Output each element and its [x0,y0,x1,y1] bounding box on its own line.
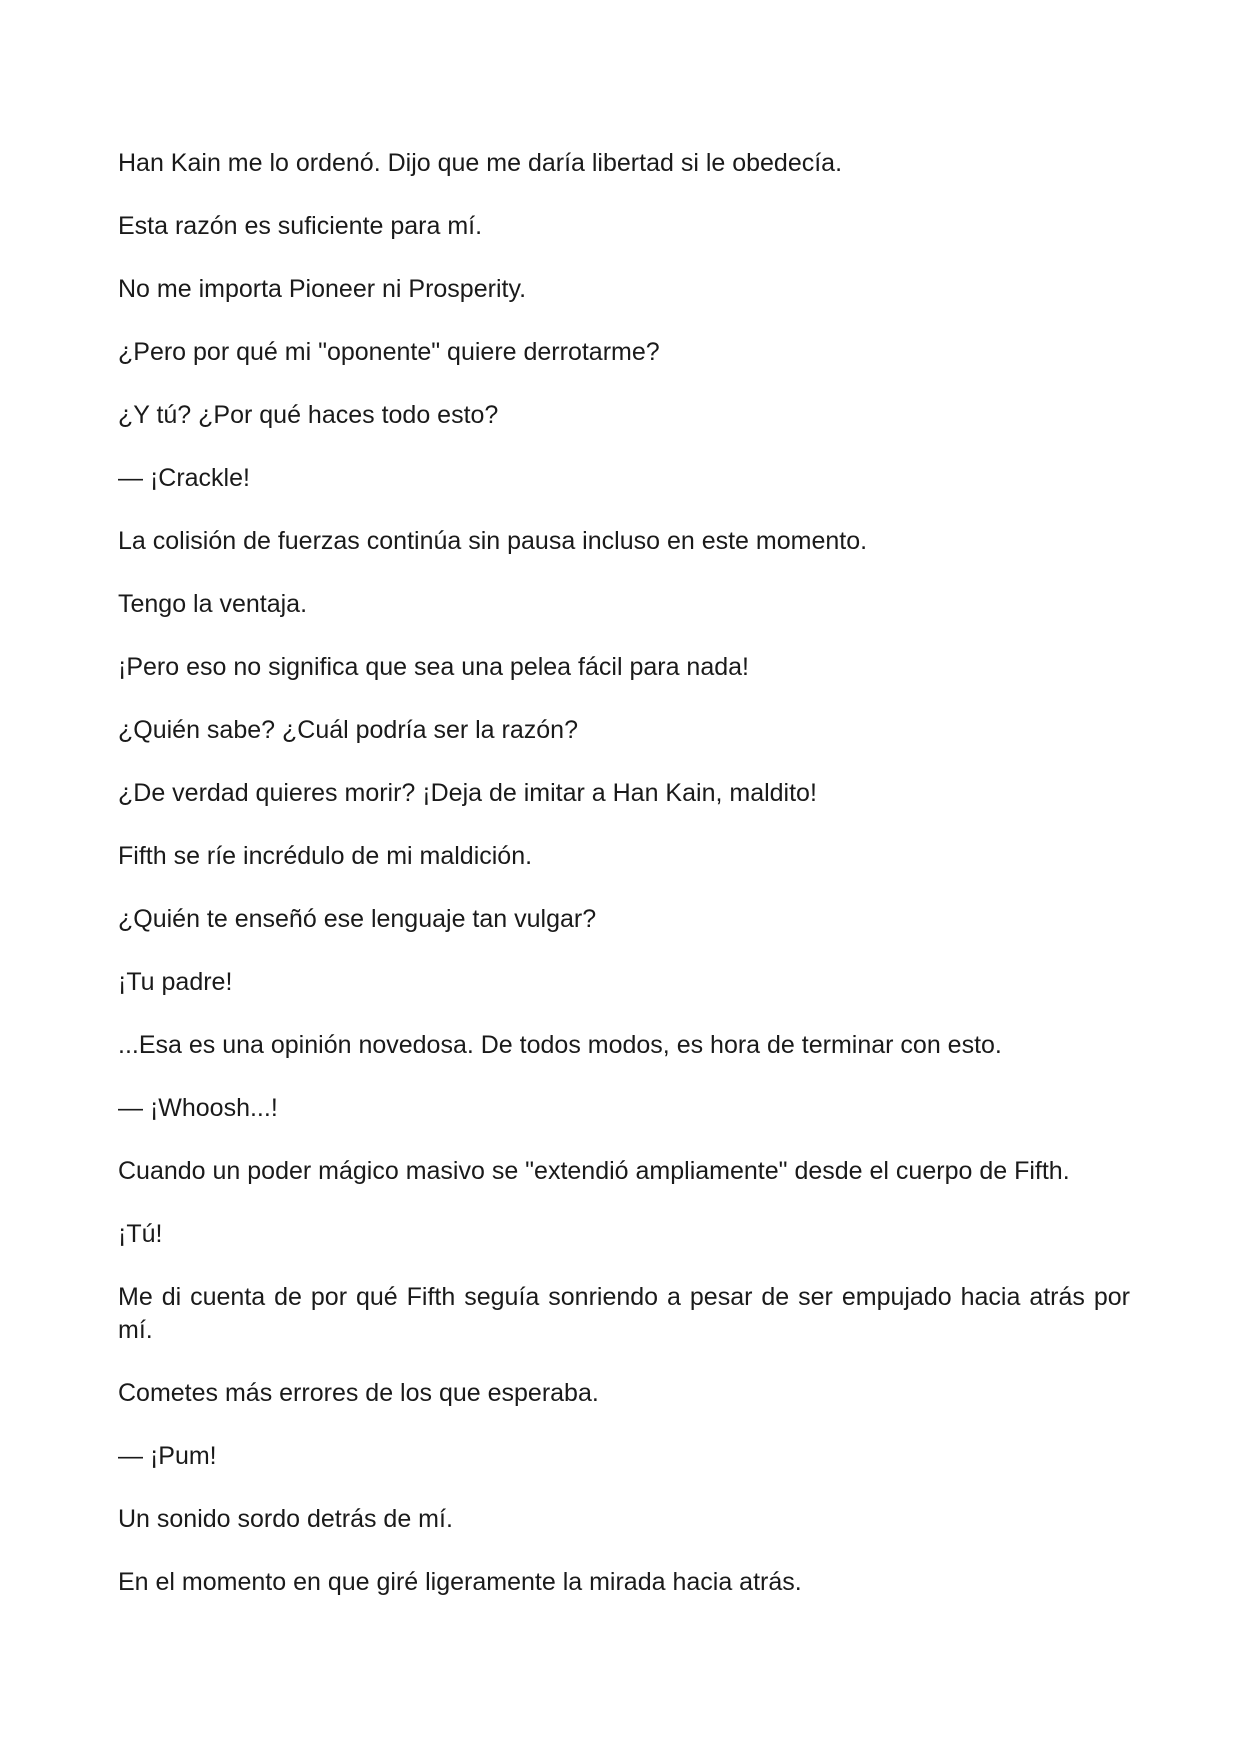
sound-effect: — ¡Crackle! [118,464,250,492]
paragraph: ¿Y tú? ¿Por qué haces todo esto? [118,401,499,429]
paragraph: Esta razón es suficiente para mí. [118,212,483,240]
paragraph: Me di cuenta de por qué Fifth seguía sonriendo a pesar de ser empujado hacia atrás por mí. [118,1283,1130,1344]
paragraph: ¿Pero por qué mi "oponente" quiere derrotarme? [118,338,660,366]
document-body [118,147,1130,1629]
paragraph: ¿De verdad quieres morir? ¡Deja de imitar a Han Kain, maldito! [118,779,817,807]
paragraph: ¡Tu padre! [118,968,233,996]
paragraph: ¡Pero eso no significa que sea una pelea fácil para nada! [118,653,749,681]
paragraph: No me importa Pioneer ni Prosperity. [118,275,527,303]
paragraph: ¿Quién te enseñó ese lenguaje tan vulgar? [118,905,597,933]
paragraph: ...Esa es una opinión novedosa. De todos modos, es hora de terminar con esto. [118,1031,1002,1059]
sound-effect: — ¡Pum! [118,1442,217,1470]
paragraph: En el momento en que giré ligeramente la mirada hacia atrás. [118,1568,802,1596]
paragraph: Tengo la ventaja. [118,590,308,618]
paragraph: Fifth se ríe incrédulo de mi maldición. [118,842,533,870]
paragraph: La colisión de fuerzas continúa sin pausa incluso en este momento. [118,527,868,555]
paragraph: Cuando un poder mágico masivo se "extendió ampliamente" desde el cuerpo de Fifth. [118,1157,1070,1185]
paragraph: Cometes más errores de los que esperaba. [118,1379,599,1407]
paragraph: ¡Tú! [118,1220,163,1248]
paragraph: Han Kain me lo ordenó. Dijo que me daría libertad si le obedecía. [118,149,843,177]
paragraph: ¿Quién sabe? ¿Cuál podría ser la razón? [118,716,578,744]
paragraph: Un sonido sordo detrás de mí. [118,1505,453,1533]
sound-effect: — ¡Whoosh...! [118,1094,278,1122]
